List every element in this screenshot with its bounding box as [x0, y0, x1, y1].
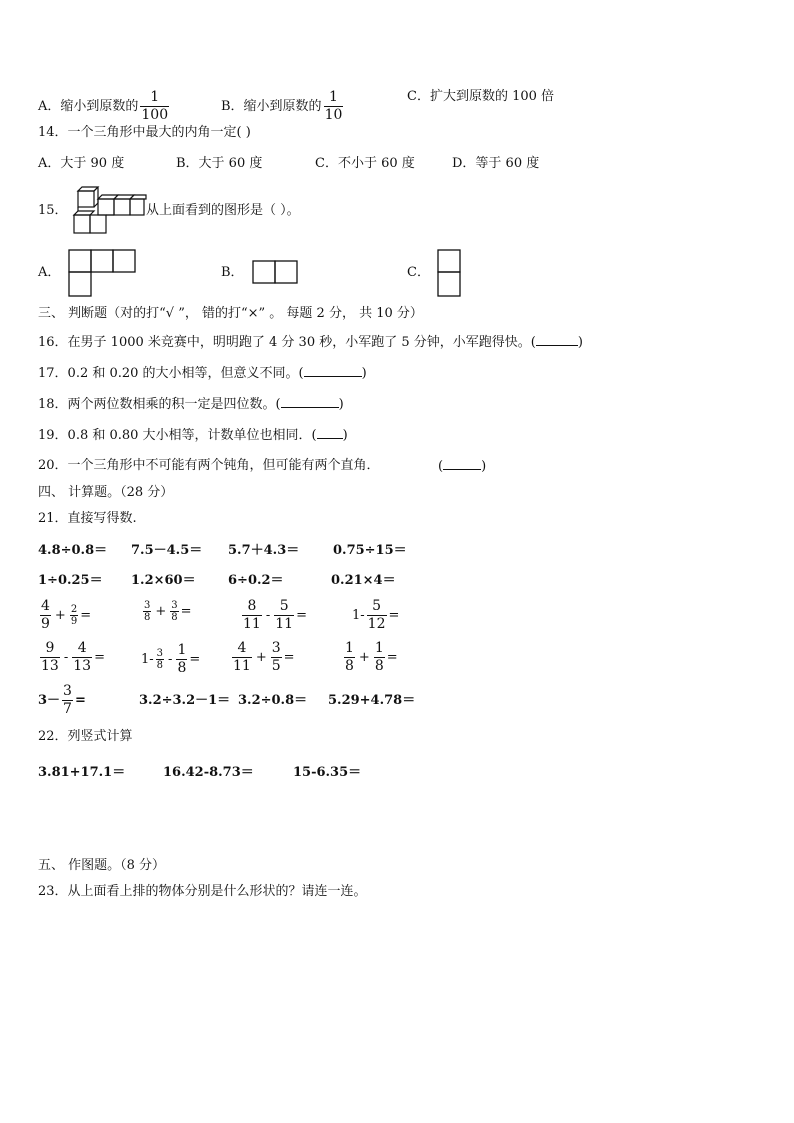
calc-r2-c3: 6÷0.2＝	[228, 573, 284, 588]
q20-text: 20．一个三角形中不可能有两个钝角，但可能有两个直角．	[38, 458, 380, 473]
calc-r3-c3: $\frac{8}{11}$ - $\frac{5}{11}$ =	[243, 598, 307, 632]
calc-r5-c1: 3－ $\frac{3}{7}$ =	[38, 683, 86, 717]
q17-answer-blank[interactable]	[304, 365, 362, 377]
calc-r4-c3: $\frac{4}{11}$ + $\frac{3}{5}$ =	[233, 640, 295, 674]
q13-option-c: C．扩大到原数的 100 倍	[407, 89, 555, 104]
q14-option-c: C．不小于 60 度	[315, 156, 415, 171]
q13-option-a-fraction: $\frac{1}{100}$	[141, 89, 169, 123]
calc-r5-c4: 5.29+4.78＝	[328, 693, 416, 708]
q19: 19．0.8 和 0.80 大小相等，计数单位也相同．( )	[38, 428, 348, 443]
q15-number: 15．	[38, 203, 68, 218]
q20-answer: ( )	[438, 459, 487, 474]
calc-r4-c1: $\frac{9}{13}$ - $\frac{4}{13}$ =	[41, 640, 105, 674]
q14-stem: 14．一个三角形中最大的内角一定( )	[38, 125, 251, 140]
q15-stem: 从上面看到的图形是（ ）。	[146, 203, 300, 218]
calc-r1-c1: 4.8÷0.8＝	[38, 543, 108, 558]
q15-option-a-label: A．	[38, 265, 61, 280]
calc-r1-c3: 5.7＋4.3＝	[228, 543, 300, 558]
section5-title: 五、 作图题。（8 分）	[38, 858, 166, 873]
q15-option-a-figure	[68, 249, 140, 299]
calc-r3-c2: $\frac{3}{8}$ + $\frac{3}{8}$ =	[144, 600, 192, 623]
calc-r3-c4: 1- $\frac{5}{12}$ =	[352, 598, 400, 632]
q15-option-c-figure	[437, 249, 463, 299]
q22-stem: 22．列竖式计算	[38, 729, 133, 744]
q20-answer-blank[interactable]	[443, 458, 481, 470]
section4-title: 四、 计算题。（28 分）	[38, 485, 174, 500]
section3-title: 三、 判断题（对的打“√ ”， 错的打“×” 。 每题 2 分， 共 10 分）	[38, 306, 423, 321]
q16-answer-blank[interactable]	[536, 334, 578, 346]
q21-stem: 21．直接写得数.	[38, 511, 137, 526]
calc-r4-c4: $\frac{1}{8}$ + $\frac{1}{8}$ =	[345, 640, 398, 674]
q14-option-a: A．大于 90 度	[38, 156, 125, 171]
q18-text: 18．两个两位数相乘的积一定是四位数。(	[38, 397, 281, 412]
q23-stem: 23．从上面看上排的物体分别是什么形状的？请连一连。	[38, 884, 367, 899]
calc-r2-c1: 1÷0.25＝	[38, 573, 103, 588]
q22-item-1: 3.81+17.1＝	[38, 765, 126, 780]
calc-r2-c4: 0.21×4＝	[331, 573, 396, 588]
calc-r1-c2: 7.5－4.5＝	[131, 543, 203, 558]
q13-option-b	[221, 89, 345, 124]
q14-option-b: B．大于 60 度	[176, 156, 263, 171]
q19-text: 19．0.8 和 0.80 大小相等，计数单位也相同．(	[38, 428, 317, 443]
q17-text: 17．0.2 和 0.20 的大小相等，但意义不同。(	[38, 366, 304, 381]
q15-option-b-figure	[252, 260, 300, 286]
q22-item-3: 15-6.35＝	[293, 765, 362, 780]
q15-option-b-label: B．	[221, 265, 244, 280]
q13-option-a-text: A．缩小到原数的	[38, 99, 139, 114]
q15-option-c-label: C．	[407, 265, 430, 280]
calc-r4-c2: 1- $\frac{3}{8}$ - $\frac{1}{8}$ =	[141, 642, 201, 676]
q13-option-b-text: B．缩小到原数的	[221, 99, 322, 114]
q22-item-2: 16.42-8.73＝	[163, 765, 254, 780]
q19-answer-blank[interactable]	[317, 427, 343, 439]
q18: 18．两个两位数相乘的积一定是四位数。( )	[38, 397, 344, 412]
q15-cube-figure	[70, 185, 146, 237]
calc-r2-c2: 1.2×60＝	[131, 573, 196, 588]
q18-answer-blank[interactable]	[281, 396, 339, 408]
q14-option-d: D．等于 60 度	[452, 156, 540, 171]
calc-r5-c3: 3.2÷0.8＝	[238, 693, 308, 708]
q13-option-b-fraction: $\frac{1}{10}$	[324, 89, 343, 123]
q17: 17．0.2 和 0.20 的大小相等，但意义不同。( )	[38, 366, 367, 381]
calc-r1-c4: 0.75÷15＝	[333, 543, 407, 558]
calc-r3-c1: $\frac{4}{9}$ + $\frac{2}{9}$ =	[41, 598, 92, 632]
calc-r5-c2: 3.2÷3.2－1＝	[139, 693, 231, 708]
q20	[38, 458, 380, 474]
q13-option-a	[38, 89, 171, 124]
q16: 16．在男子 1000 米竞赛中，明明跑了 4 分 30 秒，小军跑了 5 分钟，小军跑得快。( )	[38, 335, 583, 350]
q16-text: 16．在男子 1000 米竞赛中，明明跑了 4 分 30 秒，小军跑了 5 分钟，小军跑得快。(	[38, 335, 536, 350]
